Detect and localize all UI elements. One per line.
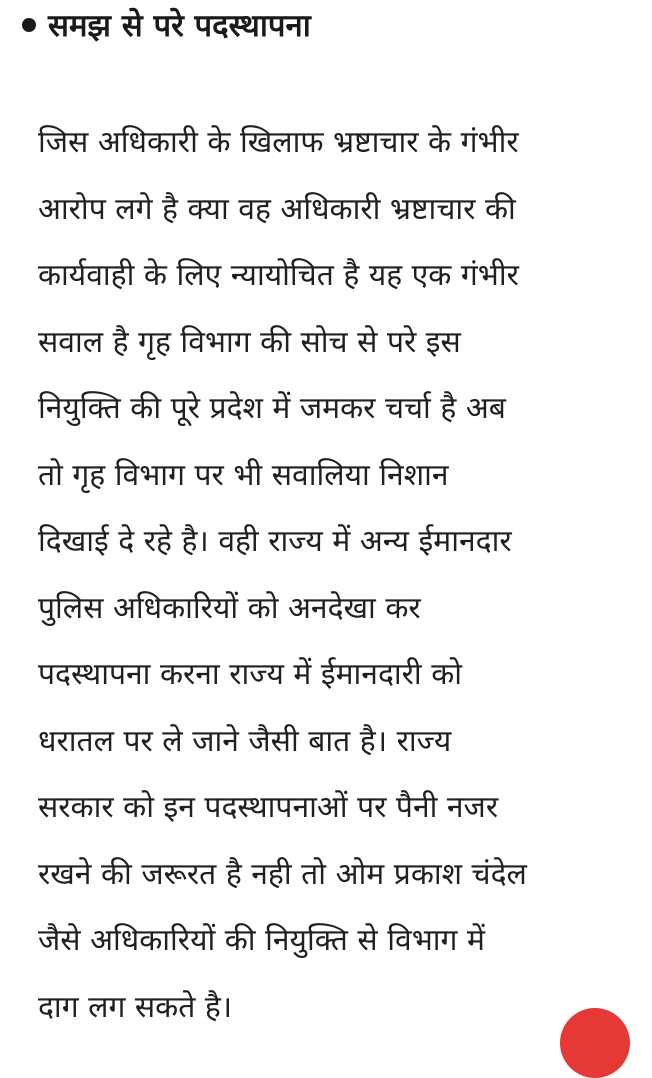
article-line: आरोप लगे है क्या वह अधिकारी भ्रष्टाचार की <box>38 191 516 227</box>
article-line: कार्यवाही के लिए न्यायोचित है यह एक गंभीर <box>38 258 519 293</box>
article-line: रखने की जरूरत है नही तो ओम प्रकाश चंदेल <box>38 856 527 892</box>
floating-action-button[interactable] <box>560 1008 630 1078</box>
article-line: धरातल पर ले जाने जैसी बात है। राज्य <box>38 723 452 759</box>
bullet-icon <box>22 18 36 32</box>
article-line: पुलिस अधिकारियों को अनदेखा कर <box>38 590 421 626</box>
article-line: जिस अधिकारी के खिलाफ भ्रष्टाचार के गंभीर <box>38 125 519 160</box>
article-line: सवाल है गृह विभाग की सोच से परे इस <box>38 324 461 360</box>
article-line: दाग लग सकते है। <box>38 989 233 1025</box>
article-line: तो गृह विभाग पर भी सवालिया निशान <box>38 457 449 493</box>
article-line: जैसे अधिकारियों की नियुक्ति से विभाग में <box>38 923 485 958</box>
section-heading <box>22 0 311 50</box>
article-body <box>38 118 638 1049</box>
article-line: सरकार को इन पदस्थापनाओं पर पैनी नजर <box>38 790 499 825</box>
article-line: दिखाई दे रहे है। वही राज्य में अन्य ईमानदार <box>38 524 512 559</box>
article-line: पदस्थापना करना राज्य में ईमानदारी को <box>38 657 463 692</box>
section-heading-text: समझ से परे पदस्थापना <box>48 8 311 44</box>
article-line: नियुक्ति की पूरे प्रदेश में जमकर चर्चा है अब <box>38 391 506 426</box>
